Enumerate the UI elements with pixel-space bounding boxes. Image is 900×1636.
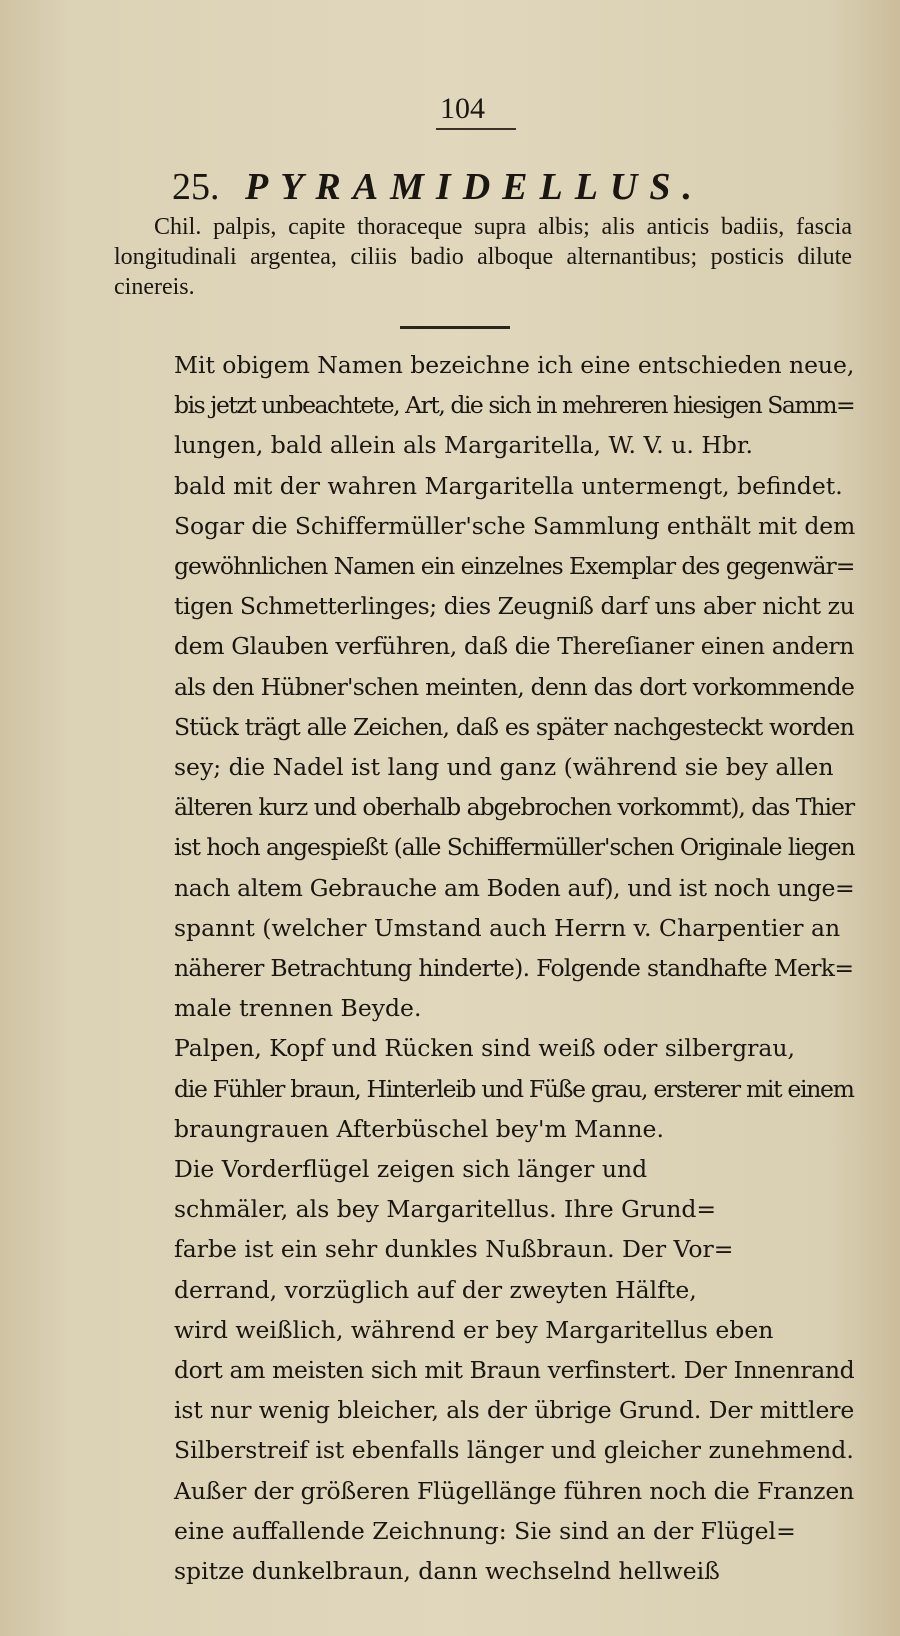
text-line: Sogar die Schiffermüller'sche Sammlung enthält mit dem xyxy=(174,511,856,540)
section-number: 25. xyxy=(172,166,220,208)
text-line: tigen Schmetterlinges; dies Zeugniß darf uns aber nicht zu xyxy=(174,592,855,621)
paragraph-1 xyxy=(114,345,854,1028)
text-line: näherer Betrachtung hinderte). Folgende standhafte Merk= xyxy=(174,954,854,983)
text-line: sey; die Nadel ist lang und ganz (während sie bey allen xyxy=(174,753,834,782)
text-line: schmäler, als bey Margaritellus. Ihre Grund= xyxy=(174,1195,717,1224)
latin-diagnosis: Chil. palpis, capite thoraceque supra albis; alis anticis badiis, fascia longitudinali argentea, ciliis badio alboque alternantibus; posticis dilute cinereis. xyxy=(114,214,852,300)
paragraph-3 xyxy=(114,1149,854,1591)
text-line: lungen, bald allein als Margaritella, W. V. u. Hbr. xyxy=(174,431,753,460)
text-line: Stück trägt alle Zeichen, daß es später nachgesteckt worden xyxy=(174,712,854,741)
section-heading xyxy=(172,165,704,209)
text-line: dort am meisten sich mit Braun verfinstert. Der Innenrand xyxy=(174,1356,855,1385)
text-line: wird weißlich, während er bey Margaritellus eben xyxy=(174,1315,774,1344)
body-text xyxy=(114,345,854,1591)
text-line: braungrauen Afterbüschel bey'm Manne. xyxy=(174,1114,664,1143)
text-line: eine auffallende Zeichnung: Sie sind an der Flügel= xyxy=(174,1516,796,1545)
text-line: Silberstreif ist ebenfalls länger und gleicher zunehmend. xyxy=(174,1436,854,1465)
header-rule xyxy=(436,128,516,130)
text-line: ist nur wenig bleicher, als der übrige Grund. Der mittlere xyxy=(174,1396,855,1425)
text-line: spannt (welcher Umstand auch Herrn v. Charpentier an xyxy=(174,913,841,942)
text-line: als den Hübner'schen meinten, denn das dort vorkommende xyxy=(174,672,855,701)
text-line: älteren kurz und oberhalb abgebrochen vorkommt), das Thier xyxy=(174,793,855,822)
text-line: die Fühler braun, Hinterleib und Füße grau, ersterer mit einem xyxy=(174,1074,854,1103)
text-line: bald mit der wahren Margaritella untermengt, befindet. xyxy=(174,471,843,500)
genus-name: PYRAMIDELLUS. xyxy=(245,166,704,208)
text-line: derrand, vorzüglich auf der zweyten Hälfte, xyxy=(174,1275,697,1304)
text-line: ist hoch angespießt (alle Schiffermüller'schen Originale liegen xyxy=(174,833,855,862)
text-line: farbe ist ein sehr dunkles Nußbraun. Der Vor= xyxy=(174,1235,734,1264)
section-divider xyxy=(400,326,510,329)
text-line: Außer der größeren Flügellänge führen noch die Franzen xyxy=(174,1476,855,1505)
text-line: Palpen, Kopf und Rücken sind weiß oder silbergrau, xyxy=(174,1034,796,1063)
text-line: Mit obigem Namen bezeichne ich eine entschieden neue, xyxy=(174,351,855,379)
text-line: dem Glauben verführen, daß die Thereſianer einen andern xyxy=(174,632,855,661)
paragraph-2 xyxy=(114,1028,854,1149)
text-line: Die Vorderflügel zeigen sich länger und xyxy=(174,1155,648,1184)
page-number: 104 xyxy=(440,92,485,125)
text-line: spitze dunkelbraun, dann wechselnd hellweiß xyxy=(174,1557,720,1586)
text-line: male trennen Beyde. xyxy=(174,994,422,1023)
text-line: bis jetzt unbeachtete, Art, die sich in mehreren hiesigen Samm= xyxy=(174,391,855,420)
text-line: nach altem Gebrauche am Boden auf), und ist noch unge= xyxy=(174,873,855,902)
text-line: gewöhnlichen Namen ein einzelnes Exemplar des gegenwär= xyxy=(174,552,855,581)
